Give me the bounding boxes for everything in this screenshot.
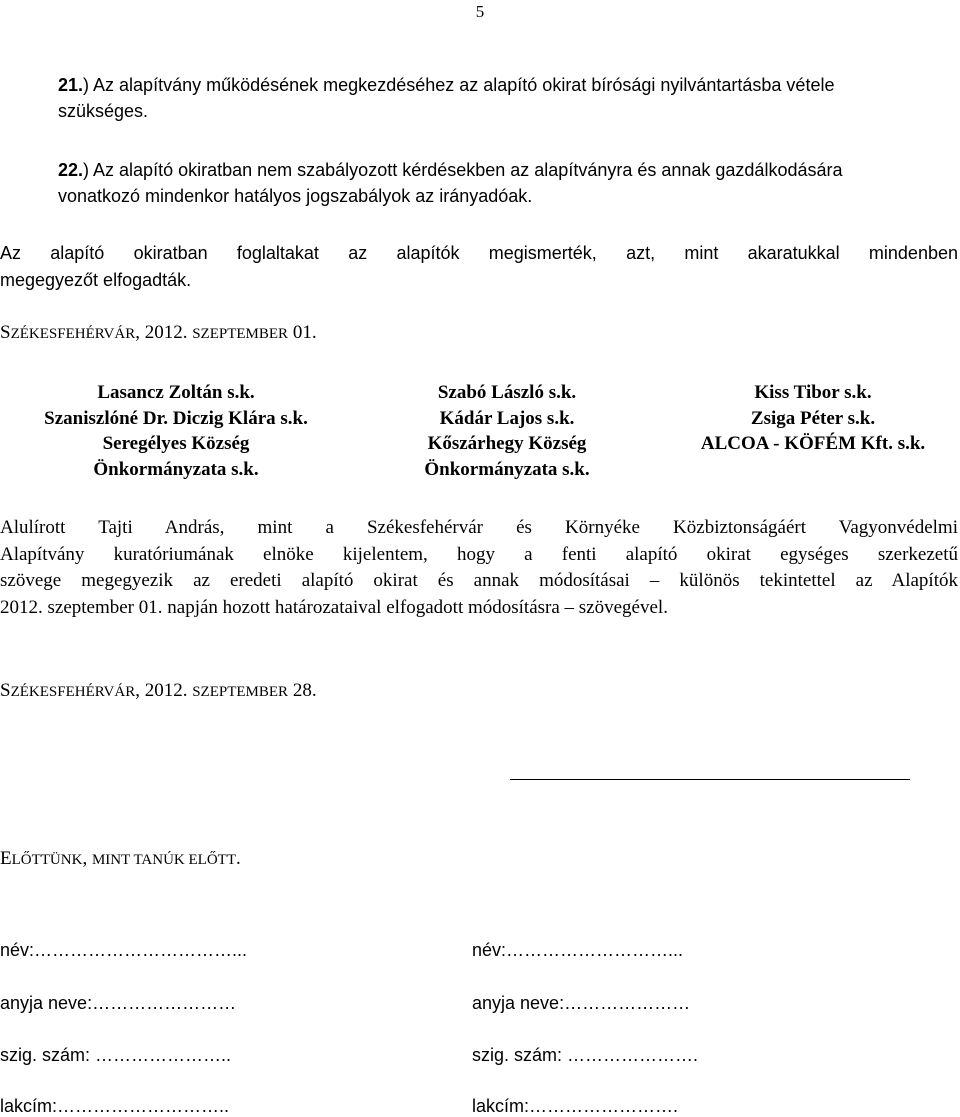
field-dots: ………………………... — [506, 940, 684, 960]
date-month: SZEPTEMBER — [192, 684, 289, 700]
witness2-id-field — [472, 1045, 698, 1066]
clause-text-line: szükséges. — [58, 101, 149, 121]
clause-number: 21. — [58, 75, 84, 95]
signatory-line: Zsiga Péter s.k. — [750, 407, 876, 429]
date-year: , 2012. — [135, 680, 193, 701]
field-dots: …………………… — [92, 993, 237, 1013]
signatory-line: Lasancz Zoltán s.k. — [97, 382, 255, 403]
place-initial: S — [0, 680, 11, 701]
field-dots: ……………………. — [529, 1096, 679, 1116]
clause-number: 22. — [58, 160, 84, 180]
place-rest: ZÉKESFEHÉRVÁR — [10, 326, 136, 342]
field-label: név: — [472, 940, 507, 960]
field-dots: ………………… — [564, 993, 691, 1013]
witness1-mother-field — [0, 993, 236, 1014]
witness2-mother-field — [472, 993, 690, 1014]
signature-line — [510, 779, 910, 780]
field-label: szig. szám: — [0, 1045, 96, 1065]
signatory-line: Önkormányzata s.k. — [93, 458, 259, 480]
field-dots: …………………. — [567, 1045, 699, 1065]
signatory-line: Szabó László s.k. — [437, 382, 577, 403]
field-label: szig. szám: — [472, 1045, 568, 1065]
field-label: név: — [0, 940, 35, 960]
signatory-column-1 — [0, 380, 352, 482]
signatory-line: Önkormányzata s.k. — [424, 458, 590, 480]
declaration-line: 2012. szeptember 01. napján hozott határozataival elfogadott módosításra – szövegével. — [0, 596, 668, 618]
statement-line: Az alapító okiratban foglaltakat az alapítók megismerték, azt, mint akaratukkal mindenben — [0, 243, 958, 263]
witness1-id-field — [0, 1045, 231, 1066]
signatory-line: ALCOA - KÖFÉM Kft. s.k. — [700, 433, 926, 454]
declaration-paragraph — [0, 515, 958, 621]
witness1-address-field — [0, 1096, 229, 1117]
clause-21 — [0, 72, 958, 124]
heading-rest: MINT TANÚK ELŐTT — [91, 852, 236, 868]
field-dots: ……………………….. — [57, 1096, 230, 1116]
statement-line: megegyezőt elfogadták. — [0, 270, 192, 290]
place-date-2 — [0, 680, 317, 702]
signatory-line: Seregélyes Község — [102, 433, 250, 454]
founders-statement — [0, 240, 958, 294]
field-label: anyja neve: — [472, 993, 565, 1013]
page-number: 5 — [475, 2, 485, 21]
clause-text-line: vonatkozó mindenkor hatályos jogszabályok az irányadóak. — [58, 186, 533, 206]
signatory-column-2 — [372, 380, 642, 482]
field-label: lakcím: — [0, 1096, 58, 1116]
field-dots: ……………………………... — [34, 940, 248, 960]
clause-22 — [0, 157, 958, 209]
signatory-line: Kádár Lajos s.k. — [439, 407, 575, 429]
date-day: 28. — [288, 680, 317, 701]
date-month: SZEPTEMBER — [192, 326, 289, 342]
place-rest: ZÉKESFEHÉRVÁR — [10, 684, 136, 700]
witness1-name-field — [0, 940, 247, 961]
heading-rest: LŐTTÜNK — [11, 852, 83, 868]
place-date-1 — [0, 322, 317, 344]
clause-text-line: ) Az alapító okiratban nem szabályozott kérdésekben az alapítványra és annak gazdálkodására — [83, 160, 843, 180]
field-label: anyja neve: — [0, 993, 93, 1013]
signatory-column-3 — [678, 380, 948, 457]
field-label: lakcím: — [472, 1096, 530, 1116]
date-year: , 2012. — [135, 322, 193, 343]
date-day: 01. — [288, 322, 317, 343]
field-dots: ………………….. — [95, 1045, 232, 1065]
witness2-address-field — [472, 1096, 678, 1117]
signatory-line: Szaniszlóné Dr. Diczig Klára s.k. — [44, 407, 308, 429]
heading-end: . — [236, 848, 241, 869]
witness-heading — [0, 848, 241, 870]
heading-initial: E — [0, 848, 12, 869]
clause-text-line: ) Az alapítvány működésének megkezdéséhez az alapító okirat bírósági nyilvántartásba vétele — [83, 75, 835, 95]
signatory-line: Kőszárhegy Község — [427, 433, 587, 454]
declaration-line: Alapítvány kuratóriumának elnöke kijelentem, hogy a fenti alapító okirat egységes szerkezetű — [0, 543, 958, 565]
signatory-line: Kiss Tibor s.k. — [754, 382, 872, 403]
declaration-line: Alulírott Tajti András, mint a Székesfehérvár és Környéke Közbiztonságáért Vagyonvédelmi — [0, 517, 958, 538]
witness2-name-field — [472, 940, 683, 961]
declaration-line: szövege megegyezik az eredeti alapító okirat és annak módosításai – különös tekintettel az Alapítók — [0, 570, 958, 591]
heading-sep: , — [82, 848, 92, 869]
place-initial: S — [0, 322, 11, 343]
